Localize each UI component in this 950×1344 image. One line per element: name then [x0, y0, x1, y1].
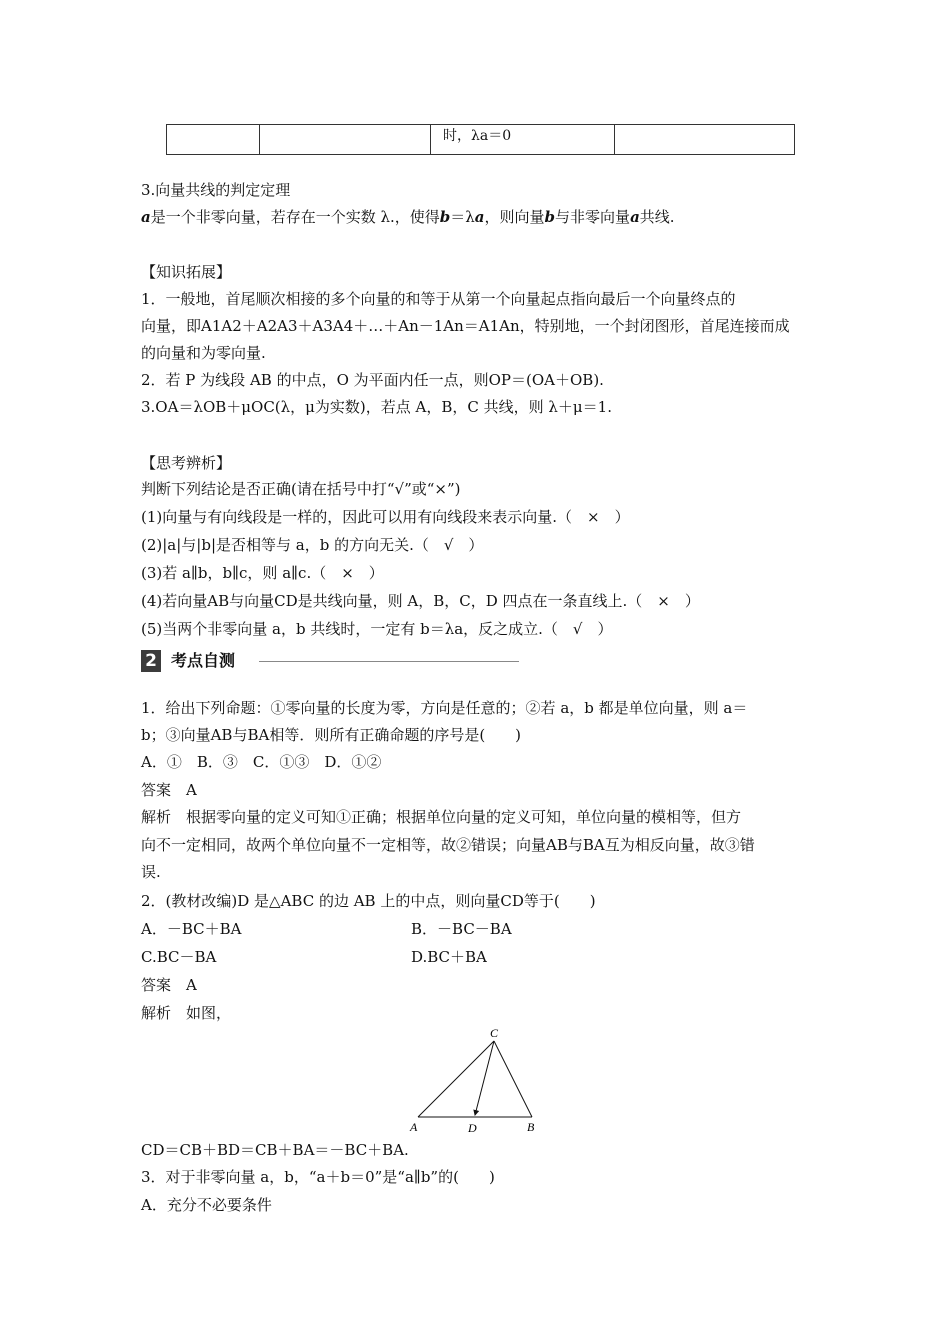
judgment-item: (3)若 a∥b，b∥c，则 a∥c.（ × ） [141, 564, 384, 582]
problem-1-line: 1．给出下列命题：①零向量的长度为零，方向是任意的；②若 a，b 都是单位向量，则 a＝ [141, 699, 748, 717]
property-table [166, 124, 795, 155]
side-ac [418, 1041, 494, 1117]
label-c: C [490, 1026, 499, 1040]
extension-line: 2．若 P 为线段 AB 的中点，O 为平面内任一点，则OP＝(OA＋OB). [141, 371, 604, 389]
table-cell [615, 125, 795, 155]
problem-1-explanation: 向不一定相同，故两个单位向量不一定相等，故②错误；向量AB与BA互为相反向量，故③错 [141, 836, 755, 854]
problem-2-explanation: 解析 如图， [141, 1004, 232, 1022]
extension-heading: 【知识拓展】 [141, 263, 232, 281]
triangle-figure [400, 1024, 550, 1136]
vector-cd [475, 1041, 494, 1115]
judgment-item: (1)向量与有向线段是一样的，因此可以用有向线段来表示向量.（ × ） [141, 508, 630, 526]
problem-1-options: A．① B．③ C．①③ D．①② [141, 753, 382, 771]
table-cell [260, 125, 431, 155]
problem-2-answer: 答案 A [141, 976, 197, 994]
problem-2-line: 2．(教材改编)D 是△ABC 的边 AB 上的中点，则向量CD等于( ) [141, 892, 596, 910]
extension-line: 3.OA＝λOB＋μOC(λ，μ为实数)，若点 A，B，C 共线，则 λ＋μ＝1. [141, 398, 612, 416]
judgment-item: (5)当两个非零向量 a，b 共线时，一定有 b＝λa，反之成立.（ √ ） [141, 620, 613, 638]
problem-3-line: 3．对于非零向量 a，b，“a＋b＝0”是“a∥b”的( ) [141, 1168, 495, 1186]
section-title: 考点自测 [171, 651, 236, 670]
theorem-text: a是一个非零向量，若存在一个实数 λ.，使得b＝λa，则向量b与非零向量a共线. [141, 208, 675, 226]
side-cb [494, 1041, 532, 1117]
theorem-title: 3.向量共线的判定定理 [141, 181, 291, 199]
problem-1-explanation: 解析 根据零向量的定义可知①正确；根据单位向量的定义可知，单位向量的模相等，但方 [141, 808, 742, 826]
problem-1-answer: 答案 A [141, 781, 197, 799]
extension-line: 向量，即A1A2＋A2A3＋A3A4＋…＋An－1An＝A1An，特别地，一个封闭图形，首尾连接而成 [141, 317, 790, 335]
section-number: 2 [141, 650, 161, 672]
label-b: B [527, 1120, 535, 1134]
extension-line: 的向量和为零向量. [141, 344, 266, 362]
thinking-intro: 判断下列结论是否正确(请在括号中打“√”或“×”) [141, 480, 461, 498]
table-cell: 时，λa＝0 [431, 125, 615, 155]
problem-3-option-a: A．充分不必要条件 [141, 1196, 272, 1214]
section-rule [259, 661, 519, 662]
section-header [141, 649, 521, 673]
problem-2-option-d: D.BC＋BA [411, 948, 487, 966]
problem-1-explanation: 误. [141, 863, 161, 881]
label-d: D [468, 1121, 477, 1135]
problem-2-option-c: C.BC－BA [141, 948, 217, 966]
extension-line: 1．一般地，首尾顺次相接的多个向量的和等于从第一个向量起点指向最后一个向量终点的 [141, 290, 736, 308]
judgment-item: (2)|a|与|b|是否相等与 a，b 的方向无关.（ √ ） [141, 536, 484, 554]
label-a: A [410, 1120, 418, 1134]
table-cell [167, 125, 260, 155]
problem-1-line: b；③向量AB与BA相等．则所有正确命题的序号是( ) [141, 726, 522, 744]
problem-2-option-a: A．－BC＋BA [141, 920, 242, 938]
judgment-item: (4)若向量AB与向量CD是共线向量，则 A，B，C，D 四点在一条直线上.（ × ） [141, 592, 700, 610]
thinking-heading: 【思考辨析】 [141, 454, 232, 472]
problem-2-result: CD＝CB＋BD＝CB＋BA＝－BC＋BA. [141, 1141, 409, 1159]
problem-2-option-b: B．－BC－BA [411, 920, 512, 938]
